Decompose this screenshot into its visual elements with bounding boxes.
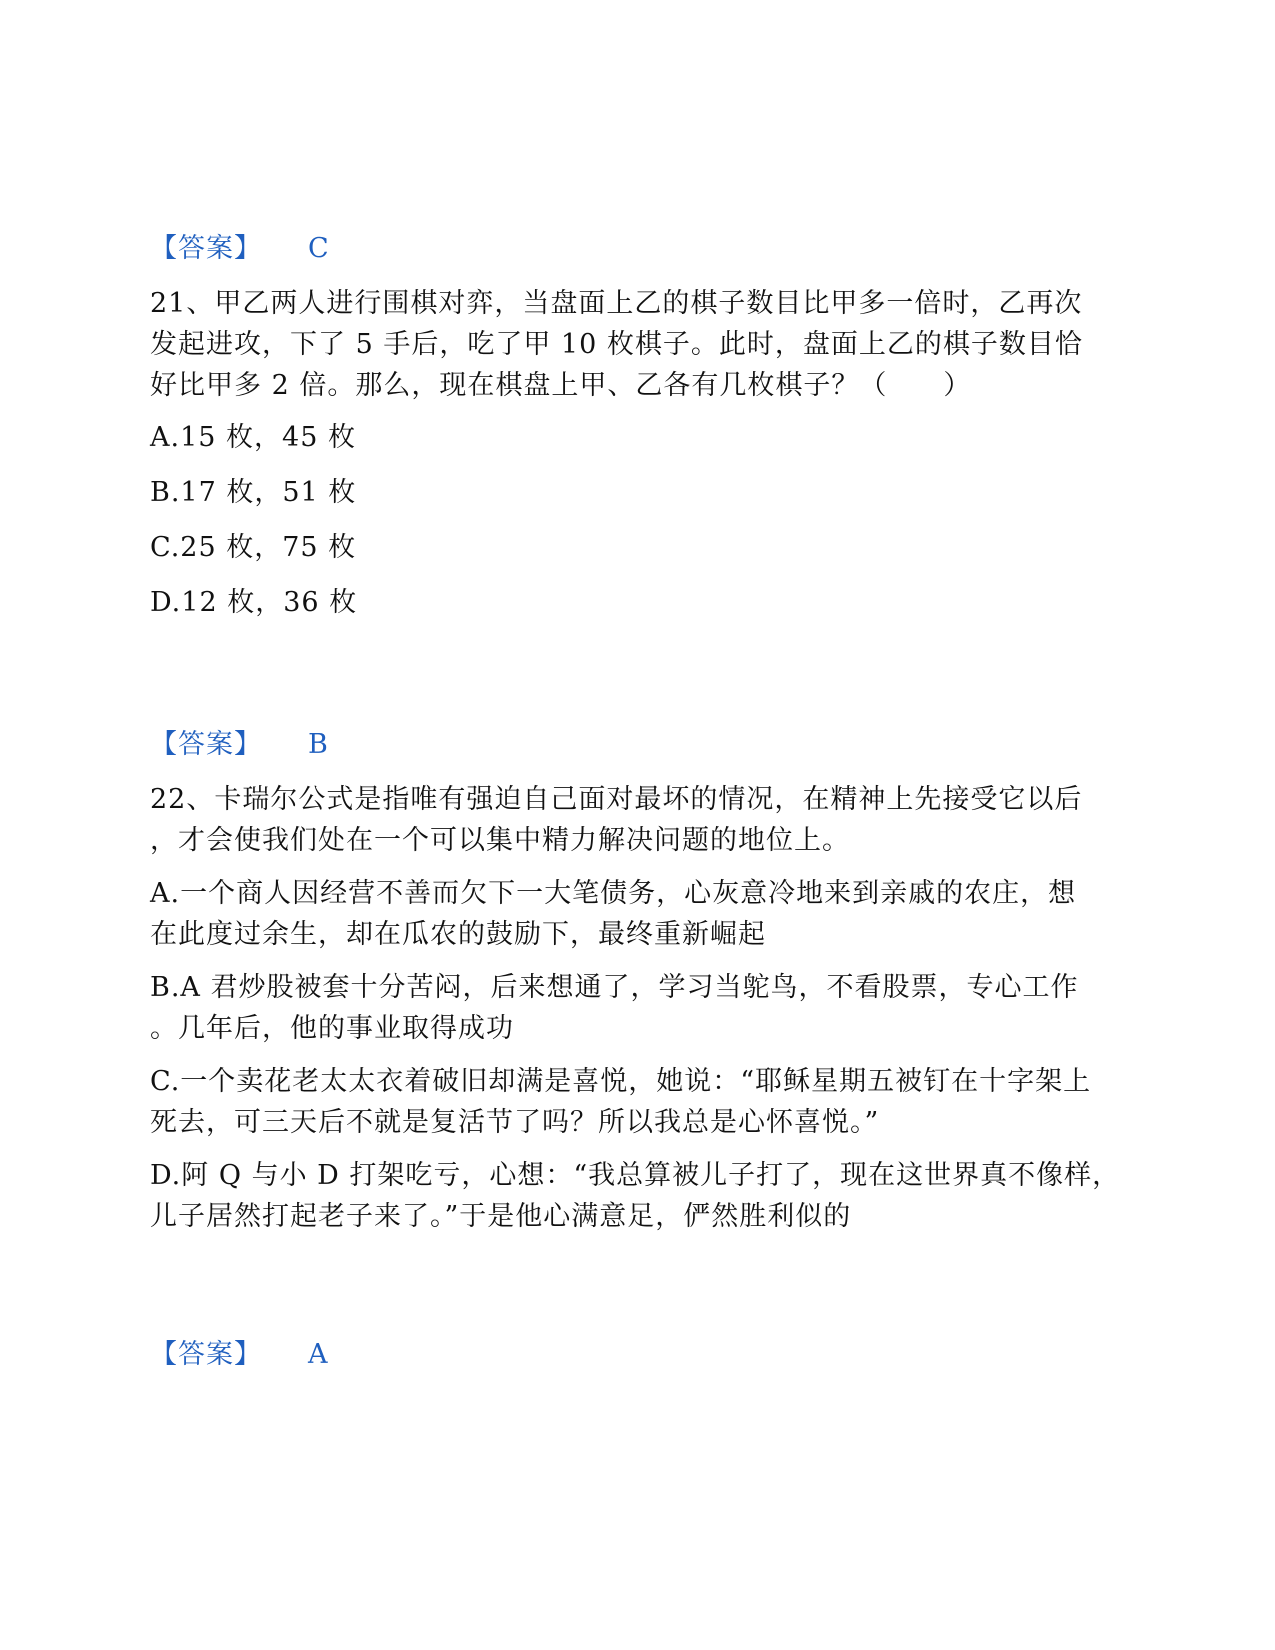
option-line: A.一个商人因经营不善而欠下一大笔债务，心灰意冷地来到亲戚的农庄，想 — [150, 878, 1077, 909]
question-22-option-b — [150, 967, 1130, 1049]
question-22-option-d — [150, 1155, 1130, 1237]
question-21-option-d: D.12 枚，36 枚 — [150, 587, 358, 618]
option-line: B.A 君炒股被套十分苦闷，后来想通了，学习当鸵鸟，不看股票，专心工作 — [150, 972, 1079, 1003]
answer-tag: 【答案】 — [150, 1339, 262, 1370]
question-22-line: 22、卡瑞尔公式是指唯有强迫自己面对最坏的情况，在精神上先接受它以后 — [150, 784, 1083, 815]
question-21 — [150, 283, 1130, 406]
question-21-option-a: A.15 枚，45 枚 — [150, 422, 356, 453]
question-21-line: 21、甲乙两人进行围棋对弈，当盘面上乙的棋子数目比甲多一倍时，乙再次 — [150, 288, 1083, 319]
option-line: C.一个卖花老太太衣着破旧却满是喜悦，她说：“耶稣星期五被钉在十字架上 — [150, 1066, 1092, 1097]
question-21-option-c: C.25 枚，75 枚 — [150, 532, 357, 563]
answer-value: B — [308, 729, 328, 760]
answer-21 — [150, 727, 328, 763]
answer-tag: 【答案】 — [150, 233, 262, 264]
question-22-option-a — [150, 873, 1130, 955]
question-21-line: 发起进攻，下了 5 手后，吃了甲 10 枚棋子。此时，盘面上乙的棋子数目恰 — [150, 329, 1083, 360]
question-22 — [150, 779, 1130, 861]
option-line: D.阿 Q 与小 D 打架吃亏，心想：“我总算被儿子打了，现在这世界真不像样， — [150, 1160, 1121, 1191]
option-line: 。几年后，他的事业取得成功 — [150, 1013, 514, 1044]
option-line: 在此度过余生，却在瓜农的鼓励下，最终重新崛起 — [150, 919, 766, 950]
answer-tag: 【答案】 — [150, 729, 262, 760]
question-22-line: ，才会使我们处在一个可以集中精力解决问题的地位上。 — [150, 825, 850, 856]
option-line: 儿子居然打起老子来了。”于是他心满意足，俨然胜利似的 — [150, 1201, 852, 1232]
answer-22 — [150, 1337, 328, 1373]
question-22-option-c — [150, 1061, 1130, 1143]
answer-value: A — [308, 1339, 328, 1370]
answer-20 — [150, 231, 329, 267]
question-21-line: 好比甲多 2 倍。那么，现在棋盘上甲、乙各有几枚棋子？（ ） — [150, 370, 972, 401]
answer-value: C — [308, 233, 329, 264]
question-21-option-b: B.17 枚，51 枚 — [150, 477, 357, 508]
option-line: 死去，可三天后不就是复活节了吗？所以我总是心怀喜悦。” — [150, 1107, 880, 1138]
